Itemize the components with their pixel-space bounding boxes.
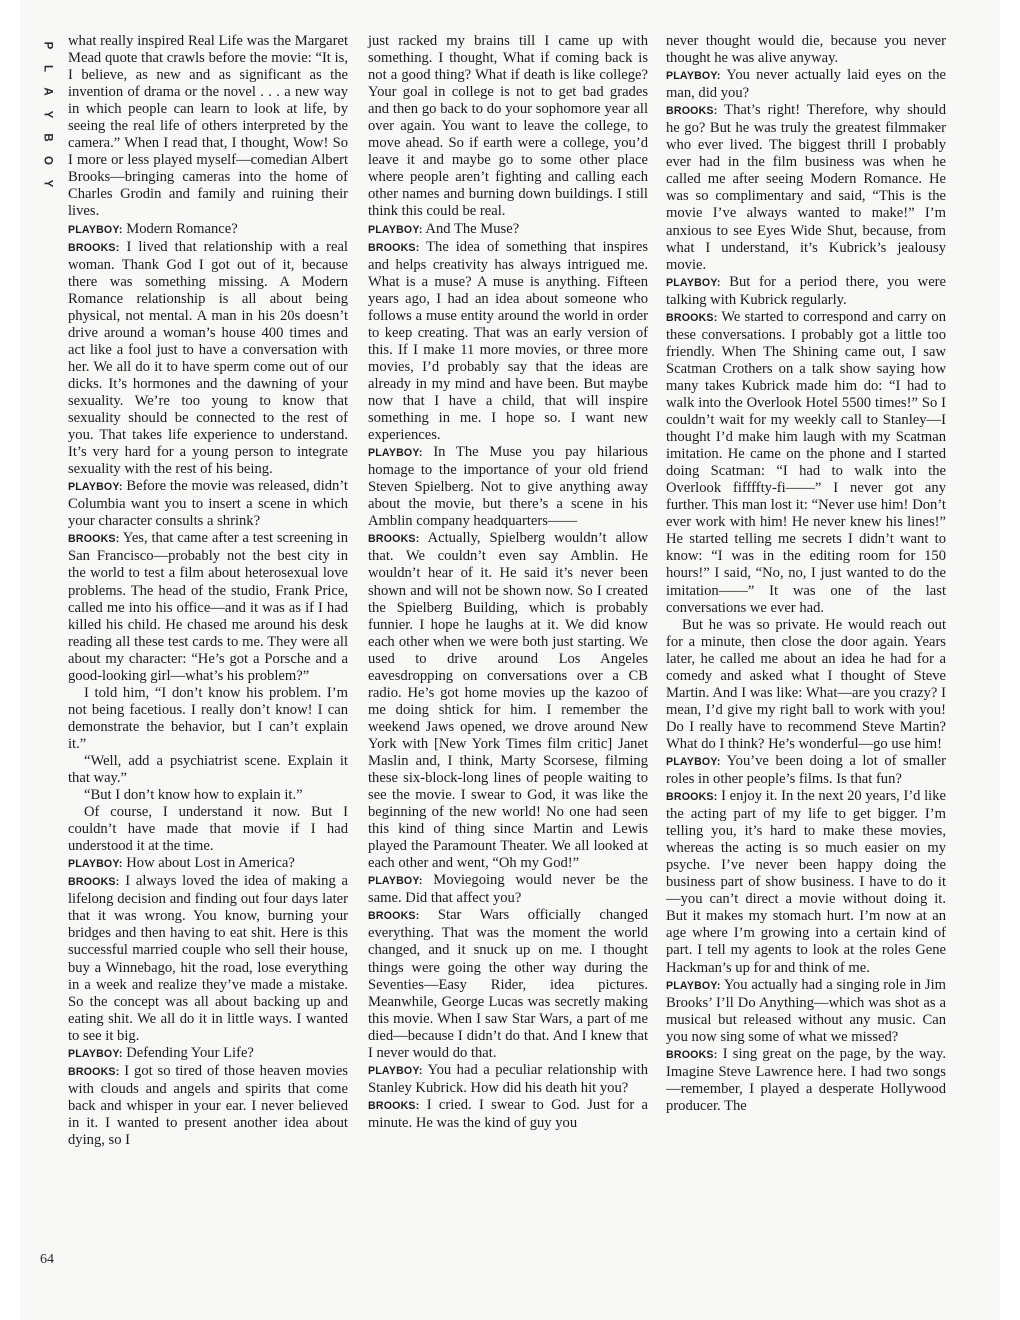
interview-question [368,1062,648,1097]
interview-answer [68,1063,348,1149]
interview-answer [68,530,348,684]
paragraph-text: You never actually laid eyes on the man, did you? [666,67,946,102]
speaker-label: PLAYBOY: [368,875,423,888]
paragraph: “Well, add a psychiatrist scene. Explain it that way.” [68,752,348,787]
paragraph-text: Before the movie was released, didn’t Columbia want you to insert a scene in which your character consults a shrink? [68,478,348,530]
paragraph-text: I enjoy it. In the next 20 years, I’d like the acting part of my life to get bigger. I’m telling you, it’s hard to make these movies, whereas the acting is so much easier on my psyche. I’ve never been happy doing the business part of show business. I have to do it—you can’t direct a movie without doing it. But it makes my stomach hurt. I’m now at an age where I’m growing into a certain kind of part. I tell my agents to look at the roles Gene Hackman’s up for and think of me. [666,788,947,976]
interview-question [666,977,946,1046]
speaker-label: PLAYBOY: [68,858,123,871]
speaker-label: BROOKS: [666,1048,718,1061]
paragraph-text: You had a peculiar relationship with Stanley Kubrick. How did his death hit you? [368,1061,649,1096]
running-head-letter: P [41,41,54,50]
speaker-label: BROOKS: [68,241,120,254]
running-head-letter: A [41,87,54,96]
speaker-label: BROOKS: [666,311,718,324]
continued-paragraph: just racked my brains till I came up with something. I thought, What if coming back is not a good thing? What if death is like college? Your goal in college is not to get bad grades and then go back to do your sophomore year all over again. You want to leave the college, to move ahead. So if earth were a college, you’d leave it and maybe go to some other place where people aren’t fighting and calling each other names and burning down buildings. I still think this could be real. [368,33,648,220]
interview-question [666,274,946,309]
speaker-label: BROOKS: [368,1099,420,1112]
paragraph-text: Actually, Spielberg wouldn’t allow that. We couldn’t even say Amblin. He wouldn’t hear of it. He said it’s never been shown and will not be shown now. So I created the Spielberg Building, which is probably funnier. I hope he laughs at it. We did know each other when we were both just starting. We used to drive around Los Angeles eavesdropping on conversations over a CB radio. He’s got home movies up the kazoo of me doing shtick for him. I remember the weekend Jaws opened, we drove around New York with [New York Times film critic] Janet Maslin and, I think, Marty Scorsese, filming these six-block-long lines of people waiting to see the movie. I swear to God, it was like the beginning of the new world! No one had seen this kind of thing since Martin and Lewis played the Paramount Theater. We all looked at each other and went, “Oh my God!” [368,530,649,872]
paragraph-text: I got so tired of those heaven movies with clouds and angels and spirits that come back and whisper in your ear. I never believed in it. I wanted to present another idea about dying, so I [68,1062,348,1148]
running-head-letter: L [41,64,54,73]
speaker-label: PLAYBOY: [368,447,423,460]
interview-answer [368,530,648,872]
speaker-label: PLAYBOY: [666,70,721,83]
interview-question [368,872,648,907]
paragraph-text: Star Wars officially changed everything. That was the moment the world changed, and it snuck up on me. I thought things were going the other way during the Seventies—Easy Rider, idea pictures. Meanwhile, George Lucas was secretly making this movie. When I saw Star Wars, a part of me died—because I didn’t do that. And I knew that I never would do that. [368,907,648,1061]
paragraph-text: And The Muse? [425,220,520,237]
paragraph: But he was so private. He would reach out for a minute, then close the door again. Years later, he called me about an idea he had for a comedy and asked what I thought of Steve Martin. And I was like: What—are you crazy? I mean, I’d give my right ball to work with you! Do I really have to recommend Steve Martin? What do I think? He’s wonderful—go use him! [666,616,946,752]
interview-answer [368,239,648,445]
interview-answer [666,102,946,273]
page-number: 64 [40,1252,54,1267]
speaker-label: PLAYBOY: [68,223,123,236]
text-column-2 [368,33,648,1132]
speaker-label: PLAYBOY: [666,979,721,992]
speaker-label: PLAYBOY: [68,481,123,494]
text-column-1 [68,33,348,1149]
speaker-label: BROOKS: [368,533,420,546]
interview-answer [68,873,348,1044]
interview-question [666,753,946,788]
running-head-letter: Y [41,110,54,119]
interview-question [68,221,348,239]
continued-paragraph: never thought would die, because you never thought he was alive anyway. [666,33,946,67]
interview-question [68,1045,348,1063]
interview-question [368,221,648,239]
speaker-label: PLAYBOY: [666,755,721,768]
speaker-label: BROOKS: [666,105,718,118]
paragraph: Of course, I understand it now. But I couldn’t have made that movie if I had understood it at the time. [68,804,348,855]
interview-question [666,67,946,102]
paragraph-text: Modern Romance? [126,220,238,237]
paragraph-text: We started to correspond and carry on these conversations. I probably got a little too friendly. When The Shining came out, I saw Scatman Crothers on a talk show saying how many takes Kubrick made him do: “I had to walk into the Overlook Hotel 5500 times!” So I couldn’t wait for my weekly call to Stanley—I thought I’d make him laugh with my Scatman imitation. He came on the phone and I started doing Scatman: “I had to walk into the Overlook fiffffty-fi——” I never got any further. This man lost it: “Never use him! Don’t ever work with him! He never knew his lines!” He started telling me secrets I didn’t want to know: “I was in the editing room for 150 hours!” I said, “No, no, I just wanted to do the imitation——” It was one of the last conversations we ever had. [666,308,947,616]
paragraph-text: But for a period there, you were talking with Kubrick regularly. [666,273,947,308]
running-head [39,34,55,195]
paragraph-text: I cried. I swear to God. Just for a minute. He was the kind of guy you [368,1096,648,1131]
interview-question [368,444,648,530]
running-head-letter: O [41,156,54,165]
interview-answer [368,907,648,1061]
speaker-label: BROOKS: [368,910,420,923]
magazine-page [20,0,1000,1320]
speaker-label: BROOKS: [666,791,718,804]
paragraph-text: Yes, that came after a test screening in San Francisco—probably not the best city in the world to test a film about heterosexual love problems. The head of the studio, Frank Price, called me into his office—and it was as if I had killed his child. He chased me around his desk reading all these test cards to me. They were all about my character: “He’s got a Porsche and a good-looking girl—what’s his problem?” [68,530,348,684]
interview-answer [666,1046,946,1115]
paragraph-text: You actually had a singing role in Jim Brooks’ I’ll Do Anything—which was shot as a musical but released without any music. Can you now sing some of what we missed? [666,976,946,1045]
speaker-label: BROOKS: [68,1065,120,1078]
interview-question [68,478,348,530]
paragraph-text: I lived that relationship with a real woman. Thank God I got out of it, because there was something missing. A Modern Romance relationship is all about being physical, not mental. A man in his 20s doesn’t drive around a woman’s house 400 times and act like a fool just to have a conversation with her. We all do it to have sperm come out of our dicks. It’s hormones and the dawning of your sexuality. We’re too young to know that sexuality should be connected to the rest of you. That takes life experience to understand. It’s very hard for a young person to integrate sexuality with the rest of his being. [68,238,348,478]
speaker-label: BROOKS: [68,533,120,546]
continued-paragraph: what really inspired Real Life was the Margaret Mead quote that crawls before the movie: “It is, I believe, as new and as significant as the invention of drama or the novel . . . a new way in which people can learn to look at life, by seeing the real life of others interpreted by the camera.” When I read that, I thought, Wow! So I more or less played myself—comedian Albert Brooks—bringing cameras into the home of Charles Grodin and family and ruining their lives. [68,33,348,220]
running-head-letter: B [41,133,54,142]
running-head-letter: Y [41,179,54,188]
paragraph-text: How about Lost in America? [126,855,295,872]
paragraph: “But I don’t know how to explain it.” [84,787,303,804]
paragraph-text: The idea of something that inspires and helps creativity has always intrigued me. What is a muse? A muse is anything. Fifteen years ago, I had an idea about someone who follows a muse entity around the world in order to keep creating. That was an early version of this. If I make 11 more movies, or three more movies, I’d probably say that the ideas are already in my mind and have been. But maybe now that I have a child, that will inspire something in me. I hope so. I want new experiences. [368,238,648,444]
speaker-label: BROOKS: [68,876,120,889]
speaker-label: PLAYBOY: [368,1064,423,1077]
paragraph-text: Defending Your Life? [126,1044,254,1061]
paragraph-text: Moviegoing would never be the same. Did that affect you? [368,872,648,907]
paragraph-text: I always loved the idea of making a lifelong decision and finding out four days later that it was wrong. You know, burning your bridges and then having to eat shit. Here is this successful married couple who sell their house, buy a Winnebago, hit the road, lose everything in a week and realize they’ve made a mistake. So the concept was all about backing up and eating shit. We all do it in little ways. I wanted to see it big. [68,873,348,1044]
paragraph-text: In The Muse you pay hilarious homage to the importance of your old friend Steven Spielberg. Not to give anything away about the movie, but there’s a scene in his Amblin company headquarters—— [368,444,648,530]
speaker-label: PLAYBOY: [68,1047,123,1060]
speaker-label: PLAYBOY: [666,276,721,289]
interview-question [68,855,348,873]
interview-answer [368,1097,648,1132]
paragraph-text: I sing great on the page, by the way. Imagine Steve Lawrence here. I had two songs—remember, I played a desperate Hollywood producer. The [666,1045,946,1114]
speaker-label: PLAYBOY: [368,223,423,236]
paragraph-text: You’ve been doing a lot of smaller roles in other people’s films. Is that fun? [666,752,946,788]
speaker-label: BROOKS: [368,241,420,254]
text-column-3 [666,33,946,1115]
interview-answer [666,788,946,977]
interview-answer [68,239,348,479]
paragraph-text: That’s right! Therefore, why should he go? But he was truly the greatest filmmaker who ever lived. The biggest thrill I probably ever had in the film business was when he called me after seeing Modern Romance. He was so complimentary and said, “This is the movie I’ve always wanted to make!” I’m anxious to see Eyes Wide Shut, because, from what I understand, it’s Kubrick’s jealousy movie. [666,102,946,273]
paragraph: I told him, “I don’t know his problem. I’m not being facetious. I really don’t know! I can demonstrate the behavior, but I can’t explain it.” [68,684,348,752]
interview-answer [666,309,946,617]
